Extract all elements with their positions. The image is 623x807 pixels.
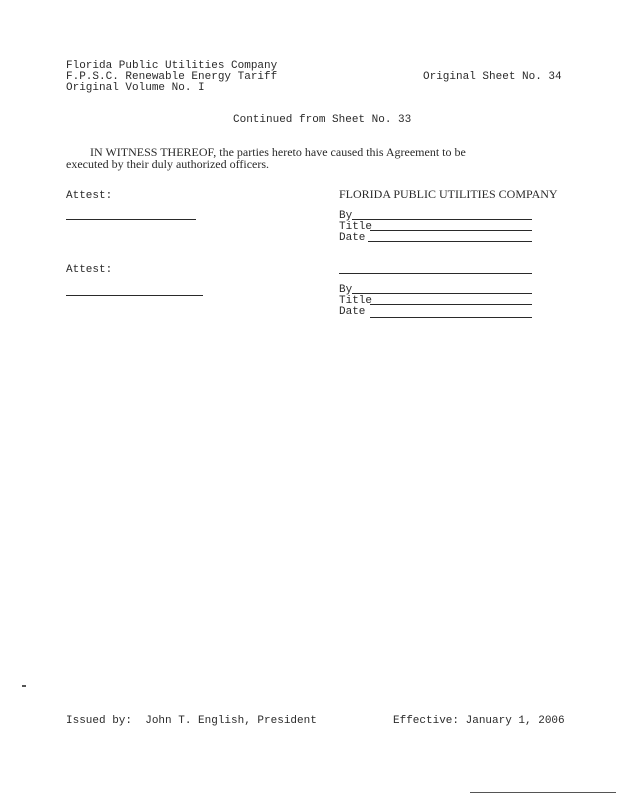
scan-edge-line bbox=[470, 792, 616, 793]
by-label-1: By bbox=[339, 210, 353, 222]
sheet-number: Original Sheet No. 34 bbox=[423, 71, 562, 83]
date-line-1 bbox=[368, 241, 532, 242]
title-label-1: Title bbox=[339, 221, 373, 233]
date-label-1: Date bbox=[339, 232, 366, 244]
date-line-2 bbox=[370, 317, 532, 318]
fpu-company-name: FLORIDA PUBLIC UTILITIES COMPANY bbox=[339, 187, 558, 201]
title-line-1 bbox=[370, 230, 532, 231]
issued-by: Issued by: John T. English, President bbox=[66, 715, 317, 727]
attest-signature-line-1 bbox=[66, 219, 196, 220]
tariff-name: F.P.S.C. Renewable Energy Tariff bbox=[66, 71, 278, 83]
title-line-2 bbox=[370, 304, 532, 305]
attest-signature-line-2 bbox=[66, 295, 203, 296]
witness-text-line-2: executed by their duly authorized officers. bbox=[66, 157, 270, 171]
attest-label-2: Attest: bbox=[66, 264, 113, 276]
party-name-line-2 bbox=[339, 273, 532, 274]
effective-date: Effective: January 1, 2006 bbox=[393, 715, 565, 727]
attest-label-1: Attest: bbox=[66, 190, 113, 202]
date-label-2: Date bbox=[339, 306, 366, 318]
witness-text-line-1: IN WITNESS THEREOF, the parties hereto have caused this Agreement to be bbox=[90, 145, 466, 159]
by-line-2 bbox=[352, 293, 532, 294]
title-label-2: Title bbox=[339, 295, 373, 307]
scan-speck bbox=[22, 685, 26, 687]
continued-notice: Continued from Sheet No. 33 bbox=[233, 114, 412, 126]
by-label-2: By bbox=[339, 284, 353, 296]
by-line-1 bbox=[352, 219, 532, 220]
volume-label: Original Volume No. I bbox=[66, 82, 205, 94]
company-name: Florida Public Utilities Company bbox=[66, 60, 278, 72]
